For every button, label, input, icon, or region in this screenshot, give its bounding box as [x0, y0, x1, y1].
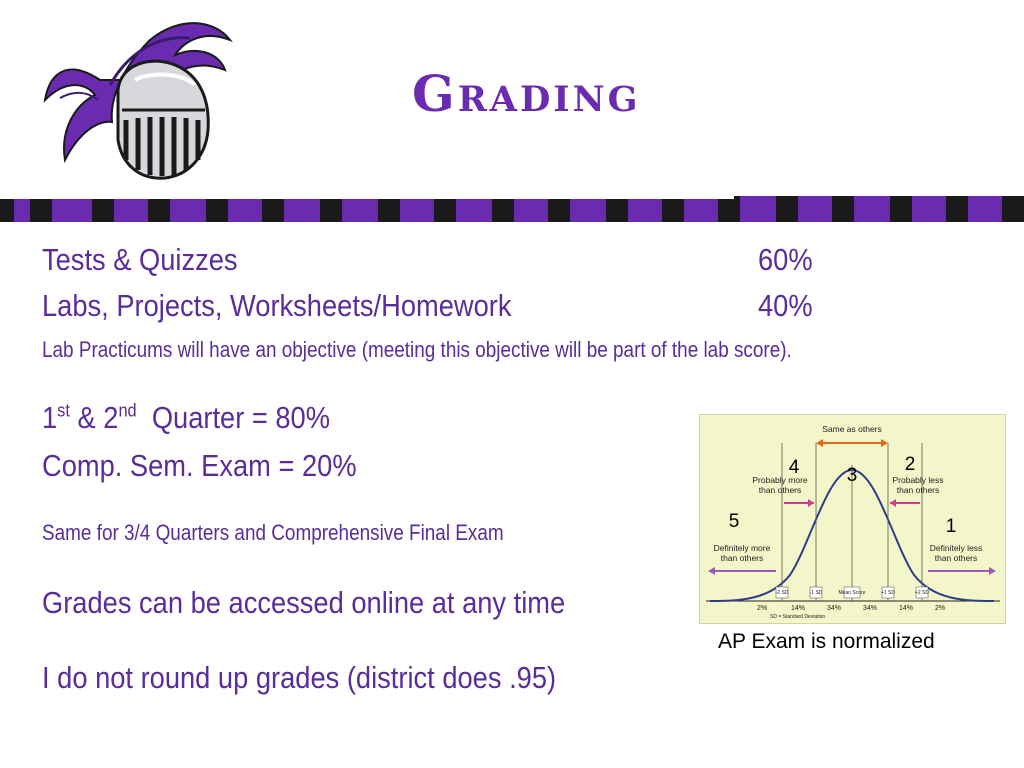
- exam-weight: Comp. Sem. Exam = 20%: [42, 448, 357, 483]
- score-1: 1: [945, 516, 957, 537]
- chart-label-definitely-more: than others: [720, 553, 764, 563]
- bell-curve-svg: [700, 415, 1005, 623]
- weight-label: Tests & Quizzes: [42, 242, 238, 277]
- quarter-text: 1: [42, 400, 58, 435]
- chart-caption: AP Exam is normalized: [718, 630, 935, 653]
- percent-label: 14%: [790, 605, 806, 612]
- chart-label-probably-less: than others: [896, 485, 940, 495]
- sd-mark: -1 SD: [809, 590, 823, 596]
- bell-curve-diagram: [699, 414, 1006, 624]
- online-note: Grades can be accessed online at any time: [42, 585, 566, 620]
- slide-title: Grading: [412, 64, 641, 123]
- chart-label-same: Same as others: [822, 424, 882, 434]
- percent-label: 2%: [756, 605, 768, 612]
- chart-label-probably-more: than others: [758, 485, 802, 495]
- score-3: 3: [846, 465, 858, 486]
- sd-mark: Mean Score: [838, 590, 866, 596]
- quarter-text: Quarter = 80%: [136, 400, 330, 435]
- chart-label-probably-more: Probably more: [752, 475, 808, 485]
- sd-mark: -2 SD: [775, 590, 789, 596]
- quarter-sup: nd: [118, 399, 137, 421]
- percent-label: 34%: [862, 605, 878, 612]
- chart-label-definitely-less: than others: [934, 553, 978, 563]
- sd-mark: +2 SD: [914, 590, 930, 596]
- percent-label: 34%: [826, 605, 842, 612]
- weight-row: [42, 242, 238, 278]
- weight-value: 60%: [758, 242, 813, 277]
- rounding-note: I do not round up grades (district does .95): [42, 660, 557, 695]
- chart-label-definitely-less: Definitely less: [929, 543, 983, 553]
- quarter-sup: st: [57, 399, 70, 421]
- chart-footnote: SD = Standard Deviation: [770, 614, 826, 620]
- quarters-weight: [42, 400, 330, 436]
- quarter-text: & 2: [69, 400, 119, 435]
- same-note: Same for 3/4 Quarters and Comprehensive Final Exam: [42, 520, 504, 545]
- decorative-stripe: [0, 196, 1024, 222]
- score-5: 5: [728, 511, 740, 532]
- percent-label: 14%: [898, 605, 914, 612]
- knight-helmet-icon: [40, 10, 240, 185]
- chart-label-definitely-more: Definitely more: [713, 543, 771, 553]
- score-2: 2: [904, 454, 916, 475]
- sd-mark: +1 SD: [880, 590, 896, 596]
- lab-practicum-note: Lab Practicums will have an objective (meeting this objective will be part of the lab score).: [42, 337, 792, 362]
- chart-label-probably-less: Probably less: [892, 475, 944, 485]
- weight-row: [42, 288, 511, 324]
- percent-label: 2%: [934, 605, 946, 612]
- score-4: 4: [788, 457, 800, 478]
- weight-label: Labs, Projects, Worksheets/Homework: [42, 288, 512, 323]
- weight-value: 40%: [758, 288, 813, 323]
